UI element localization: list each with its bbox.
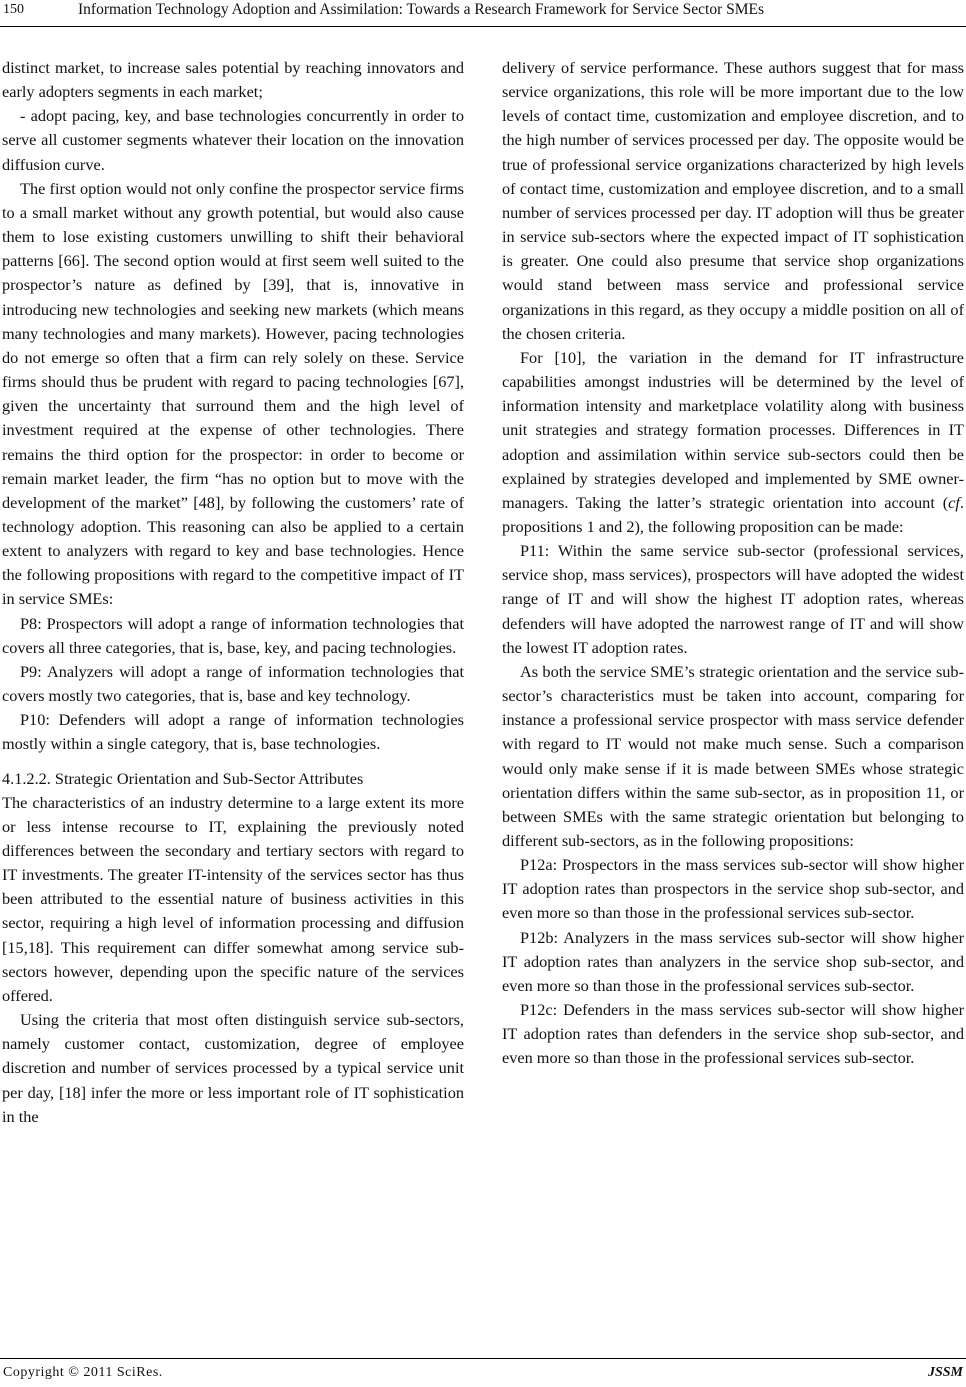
proposition-p12b: P12b: Analyzers in the mass services sub-sector will show higher IT adoption rates than analyzers in the service shop sub-sector, and even more so than those in the professional services sub-sector.: [502, 927, 964, 995]
page-number: 150: [3, 2, 24, 17]
proposition-p10: P10: Defenders will adopt a range of information technologies mostly within a single category, that is, base technologies.: [2, 710, 464, 754]
paragraph: As both the service SME’s strategic orientation and the service sub-sector’s characteristics must be taken into account, comparing for instance a professional service prospector with mass service defender with regard to IT would not make much sense. Such a comparison would only make sense if it is made between SMEs whose strategic orientation differs within the same sub-sector, as in proposition 11, or between SMEs with the same strategic orientation but belonging to different sub-sectors, as in the following propositions:: [502, 661, 964, 850]
paragraph: distinct market, to increase sales potential by reaching innovators and early adopters segments in each market;: [2, 58, 464, 102]
proposition-p8: P8: Prospectors will adopt a range of information technologies that covers all three categories, that is, base, key, and pacing technologies.: [2, 613, 464, 657]
text-span: For [10], the variation in the demand for IT infrastructure capabilities amongst industries will be determined by the level of information intensity and marketplace volatility along with business unit strategies and strategy formation processes. Differences in IT adoption and assimilation within service sub-sectors could then be explained by strategies developed and implemented by SME owner-managers. Taking the latter’s strategic orientation into account (: [502, 347, 964, 512]
paragraph: The first option would not only confine the prospector service firms to a small market without any growth potential, but would also cause them to lose existing customers unwilling to shift their behavioral patterns [66]. The second option would at first seem well suited to the prospector’s nature as defined by [39], that is, innovative in introducing new technologies and seeking new markets (which means many technologies and many markets). However, pacing technologies do not emerge so often that a firm can rely solely on these. Service firms should thus be prudent with regard to pacing technologies [67], given the uncertainty that surround them and the high level of investment required at the expense of other technologies. There remains the third option for the prospector: in order to become or remain market leader, the firm “has no option but to move with the development of the market” [48], by following the customers’ rate of technology adoption. This reasoning can also be applied to a certain extent to analyzers with regard to key and base technologies. Hence the following propositions with regard to the competitive impact of IT in service SMEs:: [2, 178, 464, 609]
left-column: [2, 56, 464, 1129]
right-column: [502, 56, 964, 1071]
italic-text: cf: [948, 492, 960, 512]
section-heading: 4.1.2.2. Strategic Orientation and Sub-Sector Attributes: [2, 768, 364, 788]
paragraph: The characteristics of an industry determine to a large extent its more or less intense recourse to IT, explaining the previously noted differences between the secondary and tertiary sectors with regard to IT investments. The greater IT-intensity of the services sector has thus been attributed to the essential nature of business activities in this sector, requiring a high level of information processing and diffusion [15,18]. This requirement can differ somewhat among service sub-sectors however, depending upon the specific nature of the services offered.: [2, 792, 464, 1005]
paragraph: delivery of service performance. These authors suggest that for mass service organizations, this role will be more important due to the low levels of contact time, customization and employee discretion, and to the high number of services processed per day. The opposite would be true of professional service organizations characterized by high levels of contact time, customization and employee discretion, and to a small number of services processed per day. IT adoption will thus be greater in service sub-sectors where the expected impact of IT sophistication is greater. One could also presume that service shop organizations would stand between mass service and professional service organizations in this regard, as they occupy a middle position on all of the chosen criteria.: [502, 58, 964, 343]
running-title: Information Technology Adoption and Assimilation: Towards a Research Framework for Service Sector SMEs: [78, 1, 765, 18]
proposition-p12c: P12c: Defenders in the mass services sub-sector will show higher IT adoption rates than defenders in the service shop sub-sector, and even more so than those in the professional services sub-sector.: [502, 1000, 964, 1068]
page-header: [0, 0, 966, 27]
proposition-p12a: P12a: Prospectors in the mass services sub-sector will show higher IT adoption rates than prospectors in the service shop sub-sector, and even more so than those in the professional services sub-sector.: [502, 855, 964, 923]
copyright-notice: Copyright © 2011 SciRes.: [3, 1365, 163, 1380]
proposition-p11: P11: Within the same service sub-sector (professional services, service shop, mass services), prospectors will have adopted the widest range of IT and will show the highest IT adoption rates, whereas defenders will have adopted the narrowest range of IT and will show the lowest IT adoption rates.: [502, 541, 964, 657]
text-span: . propositions 1 and 2), the following proposition can be made:: [502, 492, 964, 536]
proposition-p9: P9: Analyzers will adopt a range of information technologies that covers mostly two categories, that is, base and key technology.: [2, 661, 464, 706]
page-footer: [0, 1358, 966, 1387]
paragraph: Using the criteria that most often distinguish service sub-sectors, namely customer contact, customization, degree of employee discretion and number of services processed by a typical service unit per day, [18] infer the more or less important role of IT sophistication in the: [2, 1010, 464, 1126]
journal-abbreviation: JSSM: [927, 1365, 963, 1380]
paragraph: - adopt pacing, key, and base technologies concurrently in order to serve all customer segments whatever their location on the innovation diffusion curve.: [2, 106, 464, 174]
paragraph: [502, 346, 964, 539]
